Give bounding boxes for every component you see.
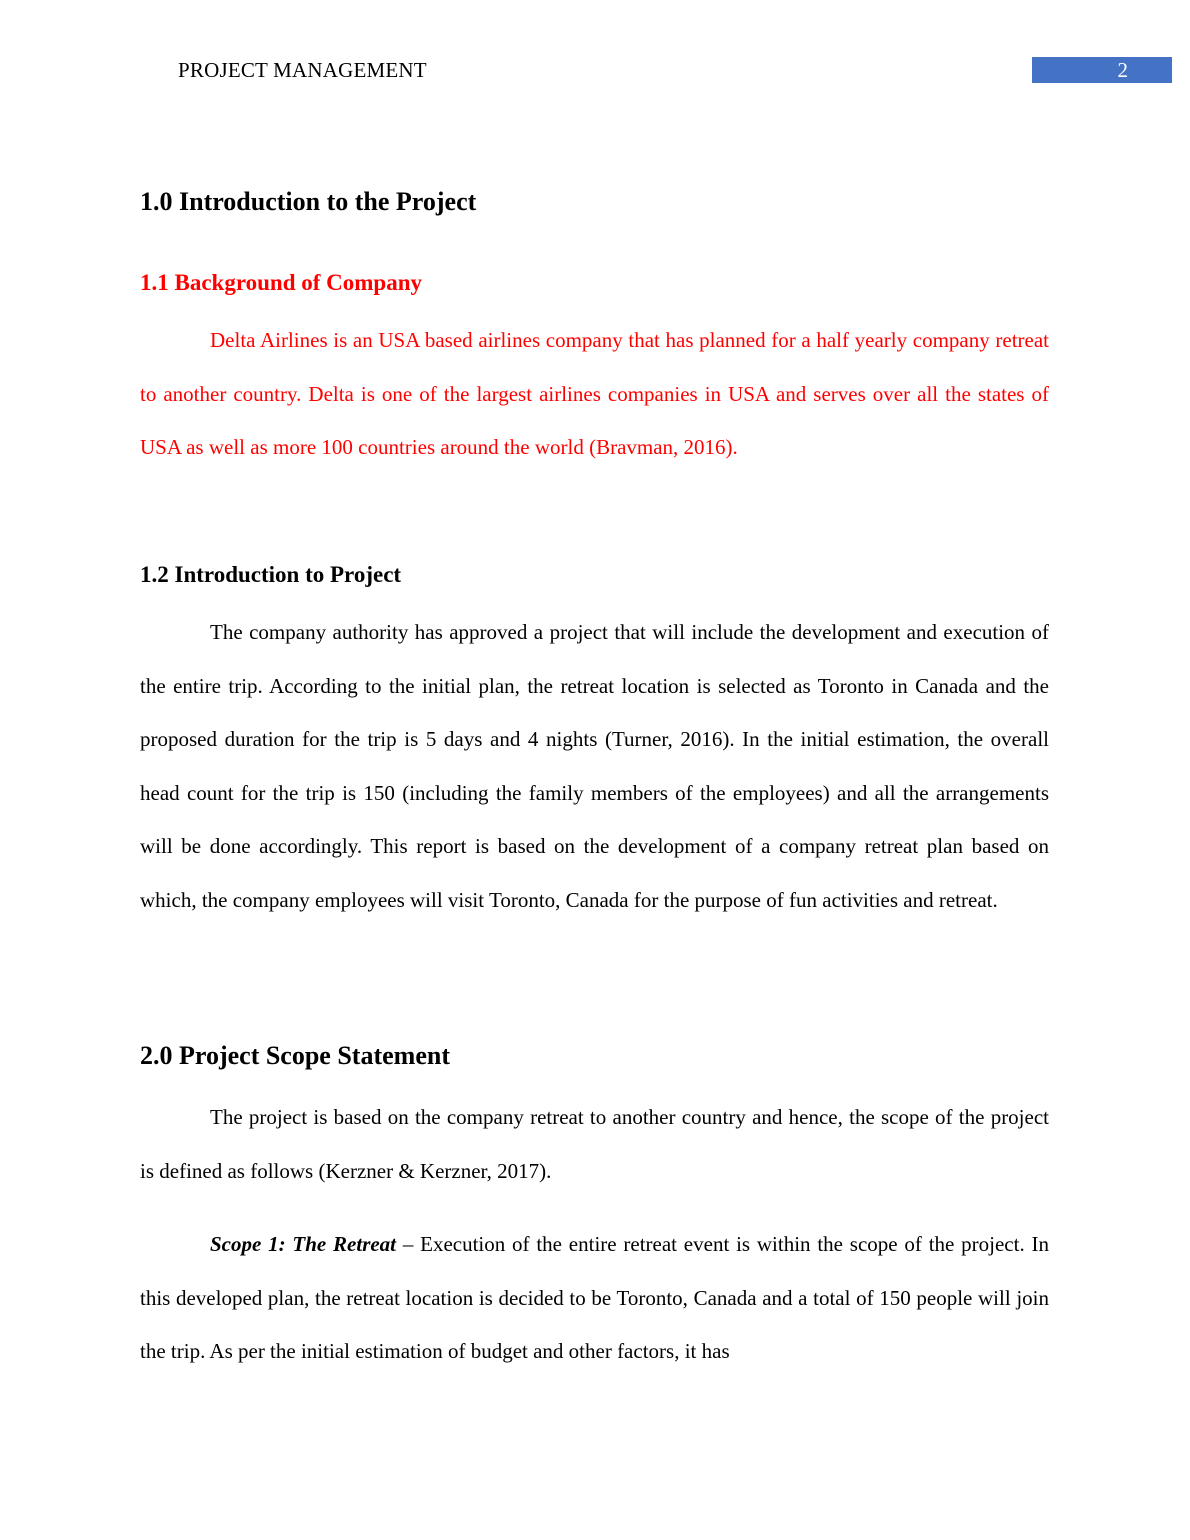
- scope-1-label: Scope 1: The Retreat: [210, 1232, 397, 1256]
- section-heading-scope: 2.0 Project Scope Statement: [140, 1041, 450, 1070]
- scope-intro-paragraph: The project is based on the company retreat to another country and hence, the scope of the project is defined as follows (Kerzner & Kerzner, 2017).: [140, 1105, 1049, 1183]
- header-title: PROJECT MANAGEMENT: [178, 58, 427, 82]
- page-number-box: [1032, 57, 1172, 83]
- page-number: 2: [1117, 58, 1128, 82]
- section-heading-introduction: 1.0 Introduction to the Project: [140, 187, 477, 216]
- subsection-heading-background: 1.1 Background of Company: [140, 270, 423, 295]
- scope-1-text: – Execution of the entire retreat event is within the scope of the project. In this developed plan, the retreat location is decided to be Toronto, Canada and a total of 150 people will join the trip. As per the initial estimation of budget and other factors, it has: [140, 1232, 1049, 1364]
- scope-1-paragraph: [140, 1218, 1049, 1379]
- background-paragraph: Delta Airlines is an USA based airlines company that has planned for a half yearly company retreat to another country. Delta is one of the largest airlines companies in USA and serves over all the states of USA as well as more 100 countries around the world (Bravman, 2016).: [140, 328, 1049, 460]
- subsection-heading-project: 1.2 Introduction to Project: [140, 562, 402, 587]
- project-intro-paragraph: The company authority has approved a project that will include the development and execution of the entire trip. According to the initial plan, the retreat location is selected as Toronto in Canada and the proposed duration for the trip is 5 days and 4 nights (Turner, 2016). In the initial estimation, the overall head count for the trip is 150 (including the family members of the employees) and all the arrangements will be done accordingly. This report is based on the development of a company retreat plan based on which, the company employees will visit Toronto, Canada for the purpose of fun activities and retreat.: [140, 620, 1049, 912]
